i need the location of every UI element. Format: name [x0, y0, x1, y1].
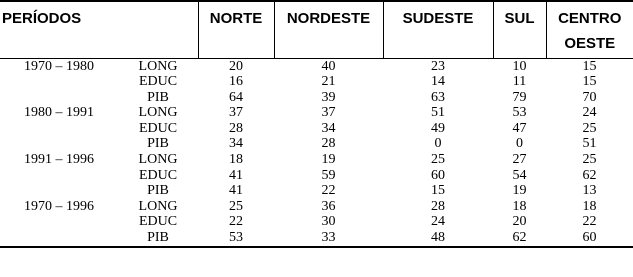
cell-norte: 41: [229, 167, 243, 183]
cell-centro: 25: [582, 152, 597, 168]
header-sul: SUL: [493, 1, 546, 58]
cell-period: [0, 183, 118, 199]
cell-centro: 62: [582, 167, 597, 183]
table-row: [0, 58, 633, 74]
cell-indicator: LONG: [138, 58, 178, 74]
cell-sudeste: 24: [431, 214, 445, 230]
cell-sudeste: 49: [431, 120, 445, 136]
cell-indicator: PIB: [118, 230, 198, 247]
table-row: [0, 121, 633, 137]
header-periods: PERÍODOS: [0, 1, 198, 58]
cell-norte: 25: [229, 198, 243, 214]
header-centro-oeste: [546, 1, 633, 58]
cell-sudeste: 0: [434, 136, 442, 152]
cell-norte: 22: [229, 214, 243, 230]
cell-sudeste: 60: [431, 167, 445, 183]
table-row: [0, 230, 633, 247]
cell-norte: 18: [229, 152, 243, 168]
cell-centro: 22: [582, 214, 597, 230]
cell-period: [0, 214, 118, 230]
cell-indicator: EDUC: [138, 167, 178, 183]
header-row: [0, 1, 633, 58]
cell-centro: 60: [546, 230, 633, 247]
cell-norte: 53: [198, 230, 274, 247]
cell-indicator: PIB: [147, 136, 169, 152]
header-sudeste: SUDESTE: [383, 1, 493, 58]
table-row: [0, 152, 633, 168]
cell-sudeste: 63: [431, 89, 445, 105]
cell-nordeste: 39: [321, 89, 336, 105]
cell-centro: 51: [582, 136, 597, 152]
cell-period: [0, 121, 118, 137]
table-row: [0, 183, 633, 199]
cell-indicator: PIB: [147, 89, 169, 105]
cell-sul: 53: [512, 105, 527, 121]
cell-nordeste: 19: [321, 152, 336, 168]
cell-norte: 34: [229, 136, 243, 152]
cell-sul: 54: [512, 167, 527, 183]
cell-period: 1970 – 1980: [24, 58, 94, 74]
cell-sudeste: 51: [431, 105, 445, 121]
cell-period: [0, 168, 118, 184]
cell-nordeste: 21: [321, 74, 336, 90]
cell-sudeste: 14: [431, 74, 445, 90]
cell-nordeste: 30: [321, 214, 336, 230]
cell-period: [0, 136, 118, 152]
header-norte: NORTE: [198, 1, 274, 58]
header-nordeste: NORDESTE: [274, 1, 383, 58]
cell-sudeste: 23: [431, 58, 445, 74]
cell-nordeste: 36: [321, 198, 336, 214]
cell-nordeste: 59: [321, 167, 336, 183]
cell-sudeste: 25: [431, 152, 445, 168]
cell-indicator: LONG: [138, 152, 178, 168]
cell-sul: 47: [512, 120, 527, 136]
cell-centro: 25: [582, 120, 597, 136]
cell-indicator: PIB: [147, 183, 169, 199]
cell-centro: 24: [582, 105, 597, 121]
cell-norte: 28: [229, 120, 243, 136]
cell-period: 1991 – 1996: [24, 152, 94, 168]
cell-sul: 18: [512, 198, 527, 214]
header-centro-line2: OESTE: [564, 35, 616, 52]
table-row: [0, 74, 633, 90]
table-row: [0, 105, 633, 121]
cell-period: 1980 – 1991: [24, 105, 94, 121]
cell-sudeste: 28: [431, 198, 445, 214]
cell-sul: 19: [512, 183, 527, 199]
table-body: [0, 58, 633, 247]
cell-norte: 16: [229, 74, 243, 90]
table-row: [0, 90, 633, 106]
cell-sul: 20: [512, 214, 527, 230]
table-row: [0, 168, 633, 184]
cell-nordeste: 22: [321, 183, 336, 199]
table-row: [0, 136, 633, 152]
cell-period: 1970 – 1996: [24, 198, 94, 214]
cell-norte: 41: [229, 183, 243, 199]
cell-sul: 10: [512, 58, 527, 74]
cell-nordeste: 40: [321, 58, 336, 74]
cell-sul: 11: [512, 74, 527, 90]
cell-sudeste: 48: [383, 230, 493, 247]
cell-sul: 62: [493, 230, 546, 247]
cell-indicator: LONG: [138, 105, 178, 121]
cell-centro: 15: [582, 58, 597, 74]
cell-norte: 64: [229, 89, 243, 105]
cell-indicator: EDUC: [138, 214, 178, 230]
cell-indicator: LONG: [138, 198, 178, 214]
cell-indicator: EDUC: [138, 74, 178, 90]
table-row: [0, 199, 633, 215]
cell-norte: 20: [229, 58, 243, 74]
cell-sul: 79: [512, 89, 527, 105]
cell-sudeste: 15: [431, 183, 445, 199]
cell-norte: 37: [229, 105, 243, 121]
cell-nordeste: 34: [321, 120, 336, 136]
cell-nordeste: 37: [321, 105, 336, 121]
cell-period: [0, 230, 118, 247]
cell-centro: 18: [582, 198, 597, 214]
cell-sul: 27: [512, 152, 527, 168]
cell-nordeste: 28: [321, 136, 336, 152]
cell-centro: 13: [582, 183, 597, 199]
cell-sul: 0: [516, 136, 523, 152]
cell-centro: 70: [582, 89, 597, 105]
cell-nordeste: 33: [274, 230, 383, 247]
table-row: [0, 214, 633, 230]
cell-centro: 15: [582, 74, 597, 90]
cell-indicator: EDUC: [138, 120, 178, 136]
header-centro-line1: CENTRO: [558, 10, 622, 27]
cell-period: [0, 74, 118, 90]
cell-period: [0, 90, 118, 106]
